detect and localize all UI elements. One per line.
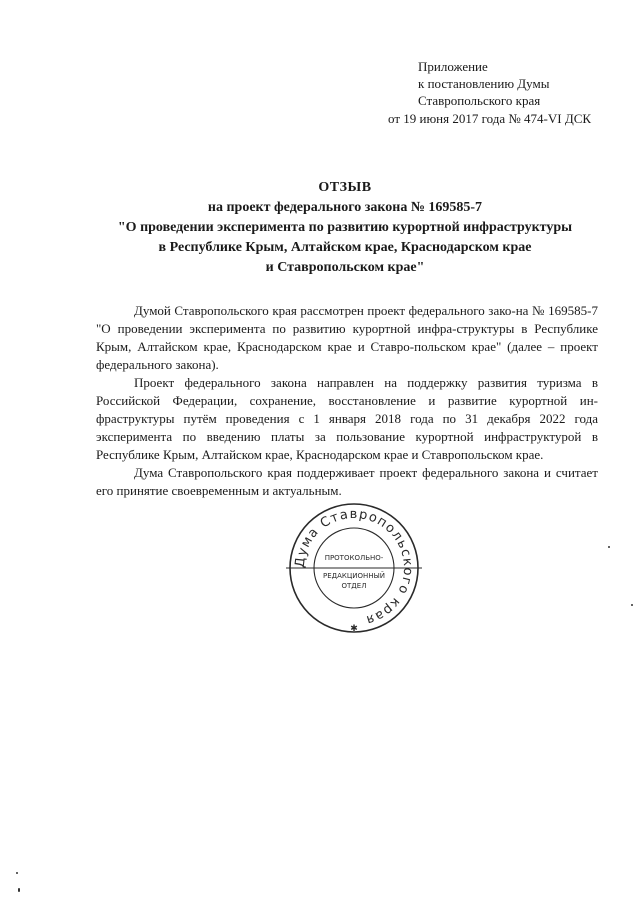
- body-paragraph-1: Думой Ставропольского края рассмотрен проект федерального зако-на № 169585-7 "О проведении эксперимента по развитию курортной инфра-структуры в Республике Крым, Алтайском крае, Краснодарском крае и Ставро-польском крае" (далее – проект федерального закона).: [96, 303, 598, 372]
- appendix-line-1: Приложение: [418, 59, 488, 74]
- appendix-date-line: от 19 июня 2017 года № 474-VI ДСК: [388, 111, 592, 126]
- title-line-5: и Ставропольском крае": [265, 260, 425, 275]
- stamp-inner-line-2: РЕДАКЦИОННЫЙ: [323, 572, 385, 580]
- title-main: ОТЗЫВ: [318, 180, 372, 195]
- title-line-3: "О проведении эксперимента по развитию курортной инфраструктуры: [117, 220, 573, 235]
- document-body: [96, 302, 598, 500]
- body-paragraph-2: Проект федерального закона направлен на поддержку развития туризма в Российской Федерации, сохранение, восстановление и развитие курортной ин-фраструктуры путём проведения с 1 января 2018 года по 31 декабря 2022 года эксперимента по введению платы за пользование курортной инфраструктурой в Республике Крым, Алтайском крае, Краснодарском крае и Ставропольском крае.: [96, 375, 598, 462]
- body-paragraph-3: Дума Ставропольского края поддерживает проект федерального закона и считает его принятие своевременным и актуальным.: [96, 465, 598, 498]
- stamp-inner-line-3: ОТДЕЛ: [341, 582, 367, 590]
- official-stamp: [286, 500, 422, 636]
- appendix-line-3: Ставропольского края: [418, 93, 541, 108]
- stamp-inner-line-1: ПРОТОКОЛЬНО-: [324, 554, 384, 562]
- appendix-line-2: к постановлению Думы: [418, 76, 550, 91]
- stamp-star-icon: ✱: [350, 624, 358, 634]
- document-title: [96, 178, 594, 278]
- scan-speck: [631, 604, 633, 606]
- appendix-header: [388, 58, 592, 127]
- title-line-4: в Республике Крым, Алтайском крае, Краснодарском крае: [158, 240, 532, 255]
- scan-speck: [608, 546, 610, 548]
- scan-speck: [18, 888, 20, 892]
- scan-speck: [16, 872, 18, 874]
- title-line-2: на проект федерального закона № 169585-7: [207, 200, 483, 215]
- stamp-ring-text: Дума Ставропольского края: [292, 506, 416, 628]
